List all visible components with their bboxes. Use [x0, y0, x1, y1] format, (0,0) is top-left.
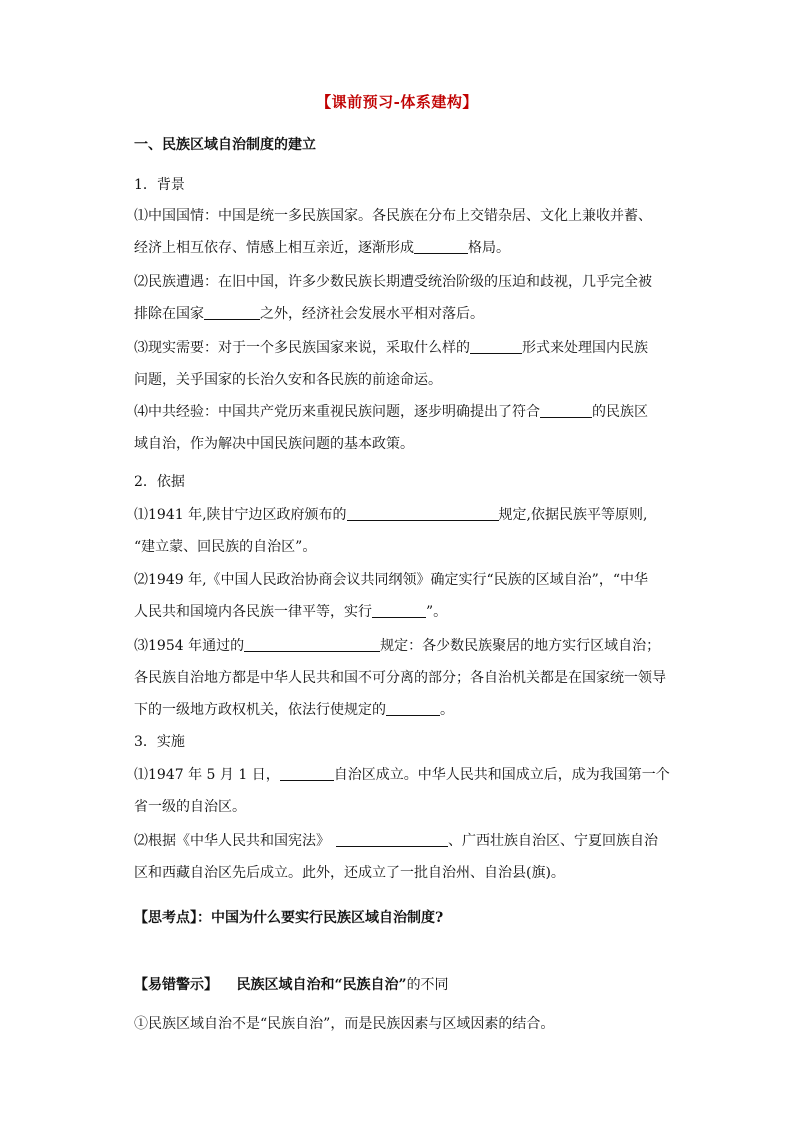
text-line [134, 298, 664, 330]
text-line: 省一级的自治区。 [134, 799, 246, 815]
text-segment: 格局。 [468, 240, 510, 256]
text-line [134, 630, 664, 662]
fill-blank[interactable] [540, 403, 592, 418]
paragraph-ethnic-experience [134, 266, 664, 330]
warning-label: 【易错警示】 [134, 977, 218, 993]
text-segment: ⑶现实需要：对于一个多民族国家来说，采取什么样的 [134, 340, 470, 356]
paragraph-1949 [134, 564, 664, 628]
text-segment: ”。 [426, 604, 448, 620]
paragraph-1947 [134, 759, 670, 823]
text-line [134, 596, 664, 628]
text-line [134, 825, 664, 857]
text-segment: 之外，经济社会发展水平相对落后。 [260, 306, 484, 322]
paragraph-cpc-experience [134, 396, 664, 460]
text-segment: 。 [440, 702, 454, 718]
text-segment: 下的一级地方政权机关，依法行使规定的 [134, 702, 386, 718]
text-segment: ⑷中共经验：中国共产党历来重视民族问题，逐步明确提出了符合 [134, 404, 540, 420]
subsection-heading-implementation: 3．实施 [134, 734, 185, 750]
paragraph-1954 [134, 630, 664, 726]
text-segment: 、广西壮族自治区、宁夏回族自治 [448, 833, 658, 849]
text-segment: ⑶1954 年通过的 [134, 638, 245, 654]
text-segment: 人民共和国境内各民族一律平等，实行 [134, 604, 372, 620]
text-line: ⑴中国国情：中国是统一多民族国家。各民族在分布上交错杂居、文化上兼收并蓄、 [134, 208, 652, 224]
fill-blank[interactable] [347, 506, 499, 521]
fill-blank[interactable] [386, 701, 440, 716]
text-segment: ⑴1941 年,陕甘宁边区政府颁布的 [134, 507, 347, 523]
text-line [134, 759, 670, 791]
text-segment: 规定,依据民族平等原则, [498, 507, 648, 523]
fill-blank[interactable] [414, 239, 468, 254]
fill-blank[interactable] [244, 637, 380, 652]
fill-blank[interactable] [336, 832, 448, 847]
subsection-heading-background: 1．背景 [134, 177, 185, 193]
paragraph-practical-needs [134, 332, 664, 396]
fill-blank[interactable] [372, 603, 426, 618]
text-segment: 排除在国家 [134, 306, 204, 322]
paragraph-1941 [134, 499, 664, 563]
fill-blank[interactable] [470, 339, 522, 354]
warning-title: 民族区域自治和“民族自治” [236, 977, 407, 993]
text-line [134, 499, 664, 531]
text-line [134, 232, 664, 264]
warning-item-1: ①民族区域自治不是“民族自治”，而是民族因素与区域因素的结合。 [134, 1016, 555, 1032]
text-line: ⑵民族遭遇：在旧中国，许多少数民族长期遭受统治阶级的压迫和歧视，几乎完全被 [134, 274, 652, 290]
text-line: 域自治，作为解决中国民族问题的基本政策。 [134, 436, 414, 452]
text-line: 区和西藏自治区先后成立。此外，还成立了一批自治州、自治县(旗)。 [134, 865, 565, 881]
warning-heading [134, 974, 449, 994]
text-line: ⑵1949 年,《中国人民政治协商会议共同纲领》确定实行“民族的区域自治”，“中华 [134, 572, 648, 588]
warning-title-rest: 的不同 [406, 977, 449, 993]
section-heading: 一、民族区域自治制度的建立 [134, 137, 316, 153]
paragraph-national-conditions [134, 200, 664, 264]
fill-blank[interactable] [280, 766, 334, 781]
text-line [134, 396, 664, 428]
think-point: 【思考点】：中国为什么要实行民族区域自治制度? [134, 910, 444, 926]
text-segment: 经济上相互依存、情感上相互亲近，逐渐形成 [134, 240, 414, 256]
fill-blank[interactable] [204, 305, 260, 320]
subsection-heading-basis: 2．依据 [134, 474, 185, 490]
text-line: 各民族自治地方都是中华人民共和国不可分离的部分；各自治机关都是在国家统一领导 [134, 670, 666, 686]
text-segment: 规定：各少数民族聚居的地方实行区域自治； [380, 638, 661, 654]
text-line: 问题，关乎国家的长治久安和各民族的前途命运。 [134, 372, 442, 388]
text-line [134, 332, 664, 364]
text-segment: ⑵根据《中华人民共和国宪法》 [134, 833, 330, 849]
page-title: 【课前预习-体系建构】 [316, 93, 478, 111]
text-segment: 的民族区 [592, 404, 648, 420]
text-segment: 自治区成立。中华人民共和国成立后，成为我国第一个 [333, 767, 670, 783]
text-segment: ⑴1947 年 5 月 1 日， [134, 767, 280, 783]
paragraph-constitution [134, 825, 664, 889]
text-line [134, 694, 664, 726]
text-segment: 形式来处理国内民族 [522, 340, 648, 356]
text-line: “建立蒙、回民族的自治区”。 [134, 539, 317, 555]
